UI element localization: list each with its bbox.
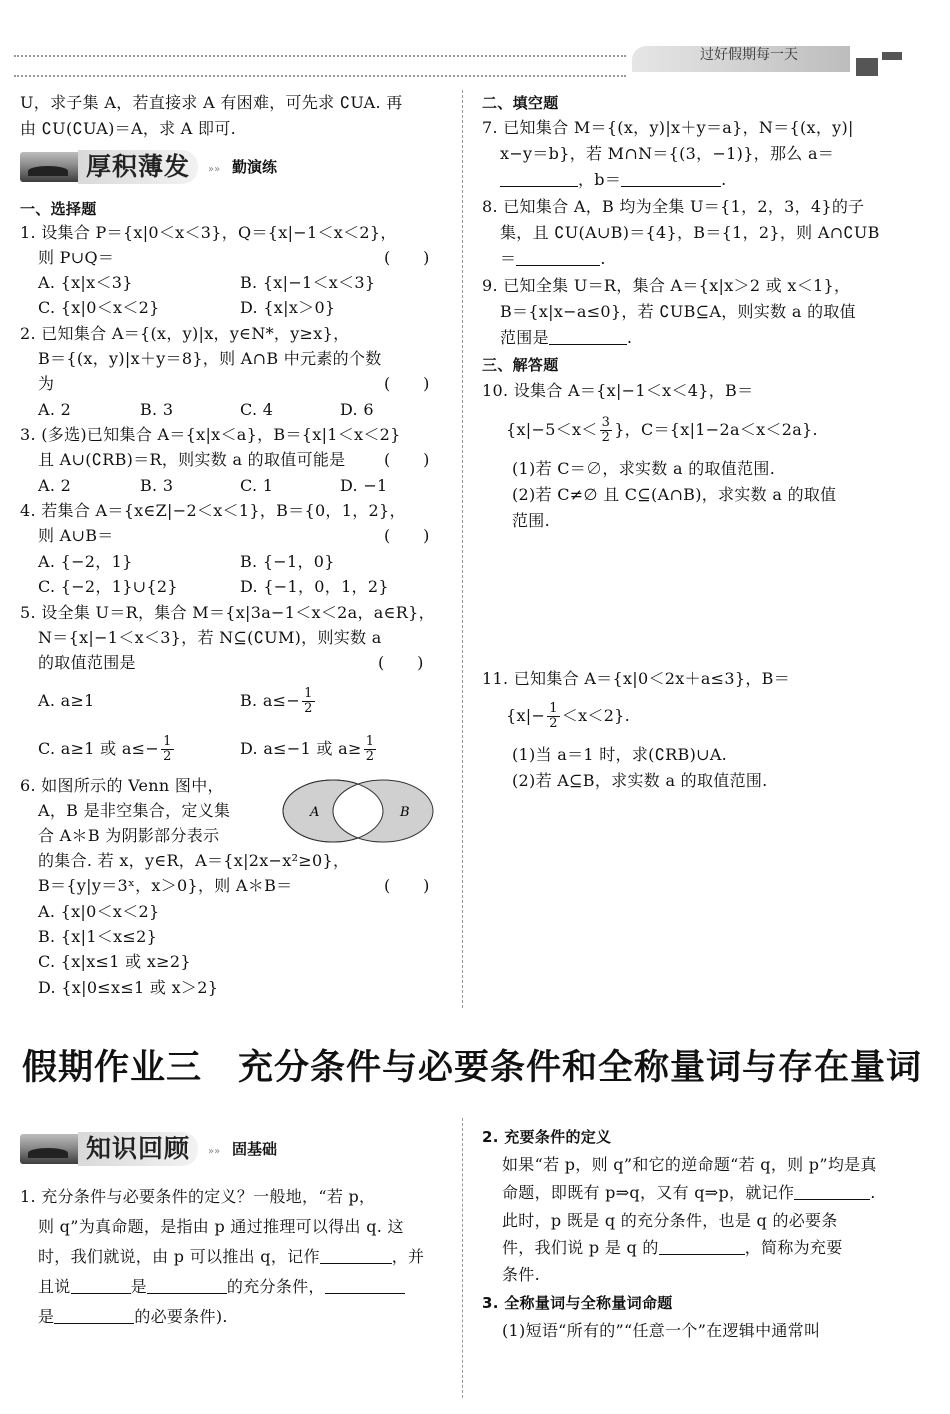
answer-paren: ( )	[384, 450, 430, 469]
answer-blank[interactable]	[147, 1279, 227, 1294]
question-line: 为	[38, 374, 55, 393]
banner-title: 厚积薄发	[78, 150, 198, 184]
option-b: B. 3	[140, 476, 174, 495]
question-line: 5. 设全集 U＝R，集合 M＝{x|3a−1＜x＜2a，a∈R}，	[20, 603, 435, 622]
answer-paren: ( )	[384, 876, 430, 895]
banner-hjbf	[20, 150, 320, 184]
option-b: B. 3	[140, 400, 174, 419]
question-line: 的集合. 若 x，y∈R，A＝{x|2x−x²≥0}，	[38, 851, 350, 870]
question-line: 范围是 .	[500, 328, 633, 347]
fraction: $\frac{1}{2}$	[365, 734, 375, 764]
answer-blank[interactable]	[549, 330, 627, 345]
question-line: B＝{y|y＝3ˣ，x＞0}，则 A＊B＝	[38, 876, 293, 895]
option-d: D. 6	[340, 400, 374, 419]
knowledge-line: 则 q”为真命题，是指由 p 通过推理可以得出 q. 这	[38, 1217, 404, 1236]
answer-paren: ( )	[378, 653, 424, 672]
question-line: 的取值范围是	[38, 653, 136, 672]
answer-blank[interactable]	[621, 172, 721, 187]
knowledge-line: 且说 是 的充分条件，	[38, 1276, 405, 1298]
answer-blank[interactable]	[320, 1249, 392, 1264]
knowledge-line: 如果“若 p，则 q”和它的逆命题“若 q，则 p”均是真	[502, 1155, 877, 1174]
banner-sub: 固基础	[232, 1140, 278, 1158]
question-line: ，b＝ .	[500, 169, 727, 191]
option-a: A. {−2，1}	[38, 552, 133, 571]
option-d	[240, 727, 378, 771]
knowledge-heading: 3. 全称量词与全称量词命题	[482, 1294, 673, 1312]
option-c: C. {x|x≤1 或 x≥2}	[38, 952, 191, 971]
question-line: ＝ .	[500, 249, 606, 268]
fraction: $\frac{1}{2}$	[549, 701, 558, 731]
fraction: $\frac{1}{2}$	[304, 686, 313, 716]
landscape-icon	[20, 1134, 78, 1164]
question-line: 则 A∪B＝	[38, 526, 114, 545]
banner-title: 知识回顾	[78, 1132, 198, 1166]
question-line: A，B 是非空集合，定义集	[38, 801, 231, 820]
question-line: B＝{x|x−a≤0}，若 ∁UB⊆A，则实数 a 的取值	[500, 302, 856, 321]
question-part: (1)当 a＝1 时，求(∁RB)∪A.	[512, 745, 728, 764]
question-line: 4. 若集合 A＝{x∈Z|−2＜x＜1}，B＝{0，1，2}，	[20, 501, 406, 520]
question-line: 10. 设集合 A＝{x|−1＜x＜4}，B＝	[482, 381, 754, 400]
question-line: N＝{x|−1＜x＜3}，若 N⊆(∁UM)，则实数 a	[38, 628, 382, 647]
answer-blank[interactable]	[516, 251, 600, 266]
answer-paren: ( )	[384, 374, 430, 393]
intro-line: 由 ∁U(∁UA)＝A，求 A 即可.	[20, 119, 237, 138]
option-c: C. 1	[240, 476, 274, 495]
option-b: B. {−1，0}	[240, 552, 335, 571]
question-line: {x|−5＜x＜ $\frac{3}{2}$ }，C＝{x|1−2a＜x＜2a}.	[506, 415, 818, 445]
question-line: {x|− $\frac{1}{2}$ ＜x＜2}.	[506, 701, 631, 731]
header-dotted-border	[14, 55, 626, 77]
option-b-text: B. a≤−	[240, 691, 301, 710]
chevrons-icon: »»	[208, 164, 221, 175]
knowledge-heading: 2. 充要条件的定义	[482, 1128, 612, 1146]
option-a: A. 2	[38, 476, 72, 495]
answer-blank[interactable]	[325, 1279, 405, 1294]
question-line: 1. 设集合 P＝{x|0＜x＜3}，Q＝{x|−1＜x＜2}，	[20, 223, 397, 242]
banner-zshg	[20, 1132, 320, 1166]
section-heading: 三、解答题	[482, 356, 559, 374]
section-heading: 二、填空题	[482, 94, 559, 112]
intro-line: U，求子集 A，若直接求 A 有困难，可先求 ∁UA. 再	[20, 93, 403, 112]
option-c: C. 4	[240, 400, 274, 419]
header-corner-block	[856, 58, 878, 76]
option-a: A. {x|0＜x＜2}	[38, 902, 160, 921]
option-d: D. {−1，0，1，2}	[240, 577, 389, 596]
answer-blank[interactable]	[500, 172, 578, 187]
answer-blank[interactable]	[659, 1240, 745, 1255]
header-text: 过好假期每一天	[700, 47, 798, 63]
question-line: 6. 如图所示的 Venn 图中，	[20, 776, 224, 795]
chevrons-icon: »»	[208, 1146, 221, 1157]
column-divider	[462, 1118, 463, 1398]
option-a: A. {x|x＜3}	[38, 273, 133, 292]
option-b: B. {x|1＜x≤2}	[38, 927, 158, 946]
venn-label-a: A	[310, 805, 320, 820]
knowledge-line: 命题，即既有 p⇒q，又有 q⇒p，就记作 .	[502, 1183, 876, 1202]
knowledge-line: 是 的必要条件).	[38, 1307, 228, 1326]
answer-paren: ( )	[384, 248, 430, 267]
venn-diagram	[278, 776, 438, 846]
option-b	[240, 679, 317, 723]
question-line: 集，且 ∁U(A∪B)＝{4}，B＝{1，2}，则 A∩∁UB	[500, 223, 880, 242]
question-part: (2)若 A⊆B，求实数 a 的取值范围.	[512, 771, 768, 790]
knowledge-line: 1. 充分条件与必要条件的定义？一般地，“若 p，	[20, 1187, 376, 1206]
question-line: 11. 已知集合 A＝{x|0＜2x＋a≤3}，B＝	[482, 669, 791, 688]
knowledge-line: (1)短语“所有的”“任意一个”在逻辑中通常叫	[502, 1321, 821, 1340]
option-d: D. {x|x＞0}	[240, 298, 336, 317]
option-d-text: D. a≤−1 或 a≥	[240, 739, 362, 758]
question-line: 2. 已知集合 A＝{(x，y)|x，y∈N*，y≥x}，	[20, 324, 350, 343]
option-d: D. {x|0≤x≤1 或 x＞2}	[38, 978, 219, 997]
option-a: A. a≥1	[38, 691, 95, 710]
question-line: 则 P∪Q＝	[38, 248, 115, 267]
question-line: 且 A∪(∁RB)＝R，则实数 a 的取值可能是	[38, 450, 346, 469]
header-corner-block-small	[882, 52, 902, 60]
knowledge-line: 此时，p 既是 q 的充分条件，也是 q 的必要条	[502, 1211, 838, 1230]
question-line: 8. 已知集合 A，B 均为全集 U＝{1，2，3，4}的子	[482, 197, 865, 216]
knowledge-line: 件，我们说 p 是 q 的 ，简称为充要	[502, 1238, 843, 1257]
answer-paren: ( )	[384, 526, 430, 545]
question-line: 合 A＊B 为阴影部分表示	[38, 826, 220, 845]
answer-blank[interactable]	[71, 1279, 131, 1294]
question-line: B＝{(x，y)|x＋y＝8}，则 A∩B 中元素的个数	[38, 349, 382, 368]
answer-blank[interactable]	[54, 1309, 134, 1324]
question-line: 9. 已知全集 U＝R，集合 A＝{x|x＞2 或 x＜1}，	[482, 276, 851, 295]
option-a: A. 2	[38, 400, 72, 419]
knowledge-line: 条件.	[502, 1265, 540, 1284]
question-line: 7. 已知集合 M＝{(x，y)|x＋y＝a}，N＝{(x，y)|	[482, 118, 854, 137]
section-heading: 一、选择题	[20, 200, 97, 218]
column-divider	[462, 90, 463, 1008]
answer-blank[interactable]	[794, 1185, 870, 1200]
option-c: C. {−2，1}∪{2}	[38, 577, 178, 596]
option-d: D. −1	[340, 476, 388, 495]
fraction: $\frac{1}{2}$	[163, 734, 172, 764]
option-b: B. {x|−1＜x＜3}	[240, 273, 376, 292]
option-c: C. {x|0＜x＜2}	[38, 298, 160, 317]
question-part: (1)若 C＝∅，求实数 a 的取值范围.	[512, 459, 776, 478]
option-c	[38, 727, 176, 771]
banner-sub: 勤演练	[232, 158, 278, 176]
landscape-icon	[20, 152, 78, 182]
chapter-title: 假期作业三 充分条件与必要条件和全称量词与存在量词	[22, 1048, 923, 1088]
fraction: $\frac{3}{2}$	[601, 415, 611, 445]
question-line: x−y＝b}，若 M∩N＝{(3，−1)}，那么 a＝	[500, 144, 835, 163]
question-line: 3. (多选)已知集合 A＝{x|x＜a}，B＝{x|1＜x＜2}	[20, 425, 401, 444]
knowledge-line: 时，我们就说，由 p 可以推出 q，记作 ，并	[38, 1247, 425, 1266]
question-part: 范围.	[512, 511, 550, 530]
question-part: (2)若 C≠∅ 且 C⊆(A∩B)，求实数 a 的取值	[512, 485, 837, 504]
venn-label-b: B	[400, 805, 410, 820]
option-c-text: C. a≥1 或 a≤−	[38, 739, 160, 758]
